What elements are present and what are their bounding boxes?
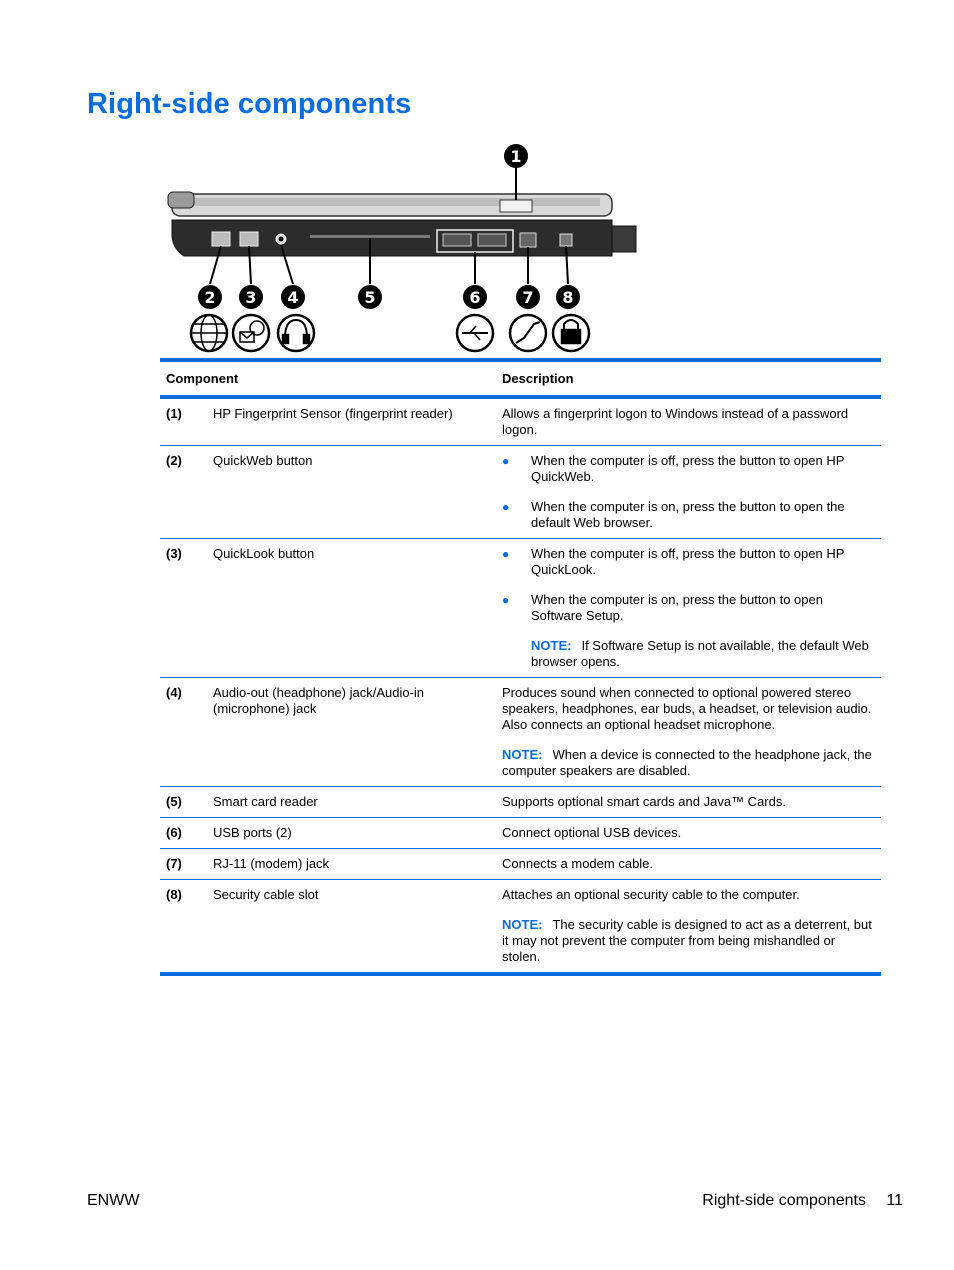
row-component: QuickWeb button bbox=[213, 453, 313, 468]
row-number: (5) bbox=[166, 794, 182, 809]
callout-6: 6 bbox=[469, 288, 481, 307]
table-row bbox=[160, 817, 881, 848]
callout-3: 3 bbox=[245, 288, 257, 307]
note-text: The security cable is designed to act as a deterrent, but it may not prevent the computer from being mishandled or stolen. bbox=[502, 917, 872, 964]
callout-7: 7 bbox=[522, 288, 534, 307]
header-description: Description bbox=[502, 371, 574, 386]
bullet-text: When the computer is off, press the button to open HP QuickWeb. bbox=[531, 453, 845, 484]
row-component: Audio-out (headphone) jack/Audio-in (microphone) jack bbox=[213, 685, 425, 716]
lock-icon bbox=[553, 315, 589, 351]
row-component: RJ-11 (modem) jack bbox=[213, 856, 330, 871]
footer-right bbox=[702, 1192, 903, 1210]
row-number: (1) bbox=[166, 406, 182, 421]
row-number: (8) bbox=[166, 887, 182, 902]
row-description bbox=[502, 453, 881, 531]
row-description bbox=[502, 887, 881, 965]
quicklook-icon bbox=[233, 315, 269, 351]
globe-icon bbox=[191, 315, 227, 351]
row-component: HP Fingerprint Sensor (fingerprint reader) bbox=[213, 406, 453, 421]
table-row bbox=[160, 398, 881, 445]
bullet-text: When the computer is on, press the button to open Software Setup. bbox=[531, 592, 823, 623]
bullet-icon: ● bbox=[502, 593, 510, 607]
bullet-icon: ● bbox=[502, 454, 510, 468]
bullet-text: When the computer is off, press the button to open HP QuickLook. bbox=[531, 546, 845, 577]
note-text: If Software Setup is not available, the default Web browser opens. bbox=[531, 638, 869, 669]
row-description: Connects a modem cable. bbox=[502, 856, 654, 871]
row-description: Connect optional USB devices. bbox=[502, 825, 682, 840]
table-row bbox=[160, 677, 881, 786]
components-table bbox=[160, 358, 881, 976]
row-description bbox=[502, 546, 881, 670]
table-row bbox=[160, 538, 881, 677]
row-number: (6) bbox=[166, 825, 182, 840]
note bbox=[502, 917, 875, 965]
row-description: Allows a fingerprint logon to Windows instead of a password logon. bbox=[502, 406, 849, 437]
row-component: QuickLook button bbox=[213, 546, 315, 561]
callout-2: 2 bbox=[204, 288, 216, 307]
callout-1: 1 bbox=[510, 147, 522, 166]
row-component: Smart card reader bbox=[213, 794, 318, 809]
header-component: Component bbox=[166, 371, 239, 386]
row-component: USB ports (2) bbox=[213, 825, 292, 840]
page-number: 11 bbox=[886, 1192, 903, 1209]
callout-4: 4 bbox=[287, 288, 299, 307]
row-number: (2) bbox=[166, 453, 182, 468]
note-text: When a device is connected to the headphone jack, the computer speakers are disabled. bbox=[502, 747, 872, 778]
row-description: Supports optional smart cards and Java™ Cards. bbox=[502, 794, 786, 809]
modem-icon bbox=[510, 315, 546, 351]
laptop-right-side-illustration bbox=[160, 138, 640, 358]
note-label: NOTE: bbox=[502, 917, 543, 932]
note-label: NOTE: bbox=[502, 747, 543, 762]
bullet-icon: ● bbox=[502, 500, 510, 514]
note bbox=[531, 638, 875, 670]
table-row bbox=[160, 848, 881, 879]
row-number: (7) bbox=[166, 856, 182, 871]
table-row bbox=[160, 879, 881, 972]
callout-8: 8 bbox=[562, 288, 574, 307]
table-row bbox=[160, 786, 881, 817]
bullet-text: When the computer is on, press the button to open the default Web browser. bbox=[531, 499, 845, 530]
headphone-icon bbox=[278, 315, 314, 351]
footer-section-title: Right-side components bbox=[702, 1192, 866, 1209]
bullet-icon: ● bbox=[502, 547, 510, 561]
table-row bbox=[160, 445, 881, 538]
description-text: Produces sound when connected to optional powered stereo speakers, headphones, ear buds, a headset, or television audio. Also connects an optional headset microphone. bbox=[502, 685, 872, 732]
callout-5: 5 bbox=[364, 288, 376, 307]
note bbox=[502, 747, 875, 779]
row-number: (4) bbox=[166, 685, 182, 700]
row-component: Security cable slot bbox=[213, 887, 319, 902]
usb-icon bbox=[457, 315, 493, 351]
page-title: Right-side components bbox=[87, 88, 412, 120]
note-label: NOTE: bbox=[531, 638, 572, 653]
row-description bbox=[502, 685, 881, 779]
footer-left: ENWW bbox=[87, 1192, 140, 1209]
description-text: Attaches an optional security cable to the computer. bbox=[502, 887, 800, 902]
table-header bbox=[160, 362, 881, 398]
row-number: (3) bbox=[166, 546, 182, 561]
